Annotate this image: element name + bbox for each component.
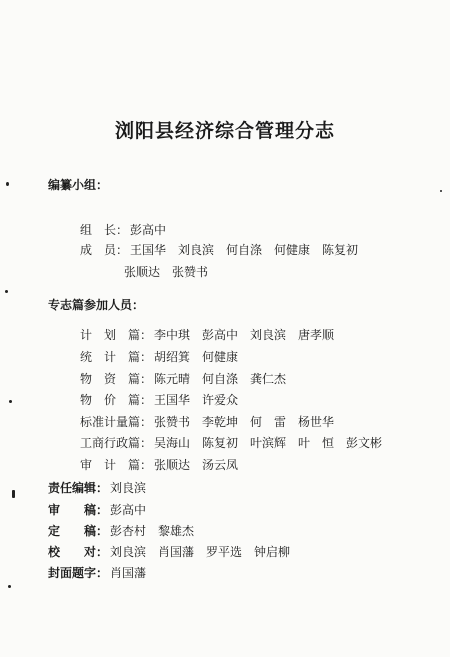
credit-label: 校 对： <box>48 545 109 559</box>
participant-row <box>80 326 334 343</box>
credit-row <box>48 479 146 496</box>
credit-label: 责任编辑： <box>48 481 109 495</box>
participant-label: 计 划 篇： <box>80 328 153 342</box>
page-title: 浏阳县经济综合管理分志 <box>114 120 335 142</box>
participant-row <box>80 391 238 408</box>
participant-value: 王国华 许爱众 <box>154 393 239 407</box>
participant-value: 张赞书 李乾坤 何 雷 杨世华 <box>154 415 335 429</box>
credit-label: 定 稿： <box>48 524 109 538</box>
members-line2: 张顺达 张赞书 <box>124 265 209 279</box>
scan-speck <box>9 400 12 403</box>
scan-speck <box>440 190 442 192</box>
scan-speck <box>5 290 8 293</box>
credit-value: 刘良滨 <box>110 481 147 495</box>
participant-value: 胡绍箕 何健康 <box>154 350 239 364</box>
members-row-2 <box>124 263 208 280</box>
credit-value: 肖国藩 <box>110 566 147 580</box>
participant-label: 物 资 篇： <box>80 372 153 386</box>
editorial-group-heading: 编纂小组： <box>48 178 109 192</box>
participant-value: 吴海山 陈复初 叶滨辉 叶 恒 彭文彬 <box>154 436 383 450</box>
scan-speck <box>8 585 11 588</box>
participants-heading: 专志篇参加人员： <box>48 298 145 312</box>
leader-row <box>80 221 166 238</box>
members-row <box>80 241 358 258</box>
participant-row <box>80 413 334 430</box>
participant-label: 统 计 篇： <box>80 350 153 364</box>
scan-speck <box>6 182 9 186</box>
participant-label: 审 计 篇： <box>80 458 153 472</box>
credit-row <box>48 543 290 560</box>
members-line1: 王国华 刘良滨 何自涤 何健康 陈复初 <box>130 243 359 257</box>
participant-label: 标准计量篇： <box>80 415 153 429</box>
participant-value: 张顺达 汤云凤 <box>154 458 239 472</box>
participant-row <box>80 434 382 451</box>
credit-row <box>48 522 194 539</box>
participant-value: 陈元晴 何自涤 龚仁杰 <box>154 372 287 386</box>
leader-label: 组 长： <box>80 223 129 237</box>
participant-label: 物 价 篇： <box>80 393 153 407</box>
credit-label: 封面题字： <box>48 566 109 580</box>
participant-value: 李中琪 彭高中 刘良滨 唐孝顺 <box>154 328 335 342</box>
scan-speck <box>12 490 15 498</box>
participant-row <box>80 370 286 387</box>
credit-label: 审 稿： <box>48 503 109 517</box>
participant-label: 工商行政篇： <box>80 436 153 450</box>
leader-value: 彭高中 <box>130 223 167 237</box>
credit-value: 刘良滨 肖国藩 罗平选 钟启柳 <box>110 545 291 559</box>
credit-row <box>48 501 146 518</box>
participant-row <box>80 348 238 365</box>
credit-value: 彭杏村 黎雄杰 <box>110 524 195 538</box>
members-label: 成 员： <box>80 243 129 257</box>
participant-row <box>80 456 238 473</box>
credit-row <box>48 564 146 581</box>
credit-value: 彭高中 <box>110 503 147 517</box>
